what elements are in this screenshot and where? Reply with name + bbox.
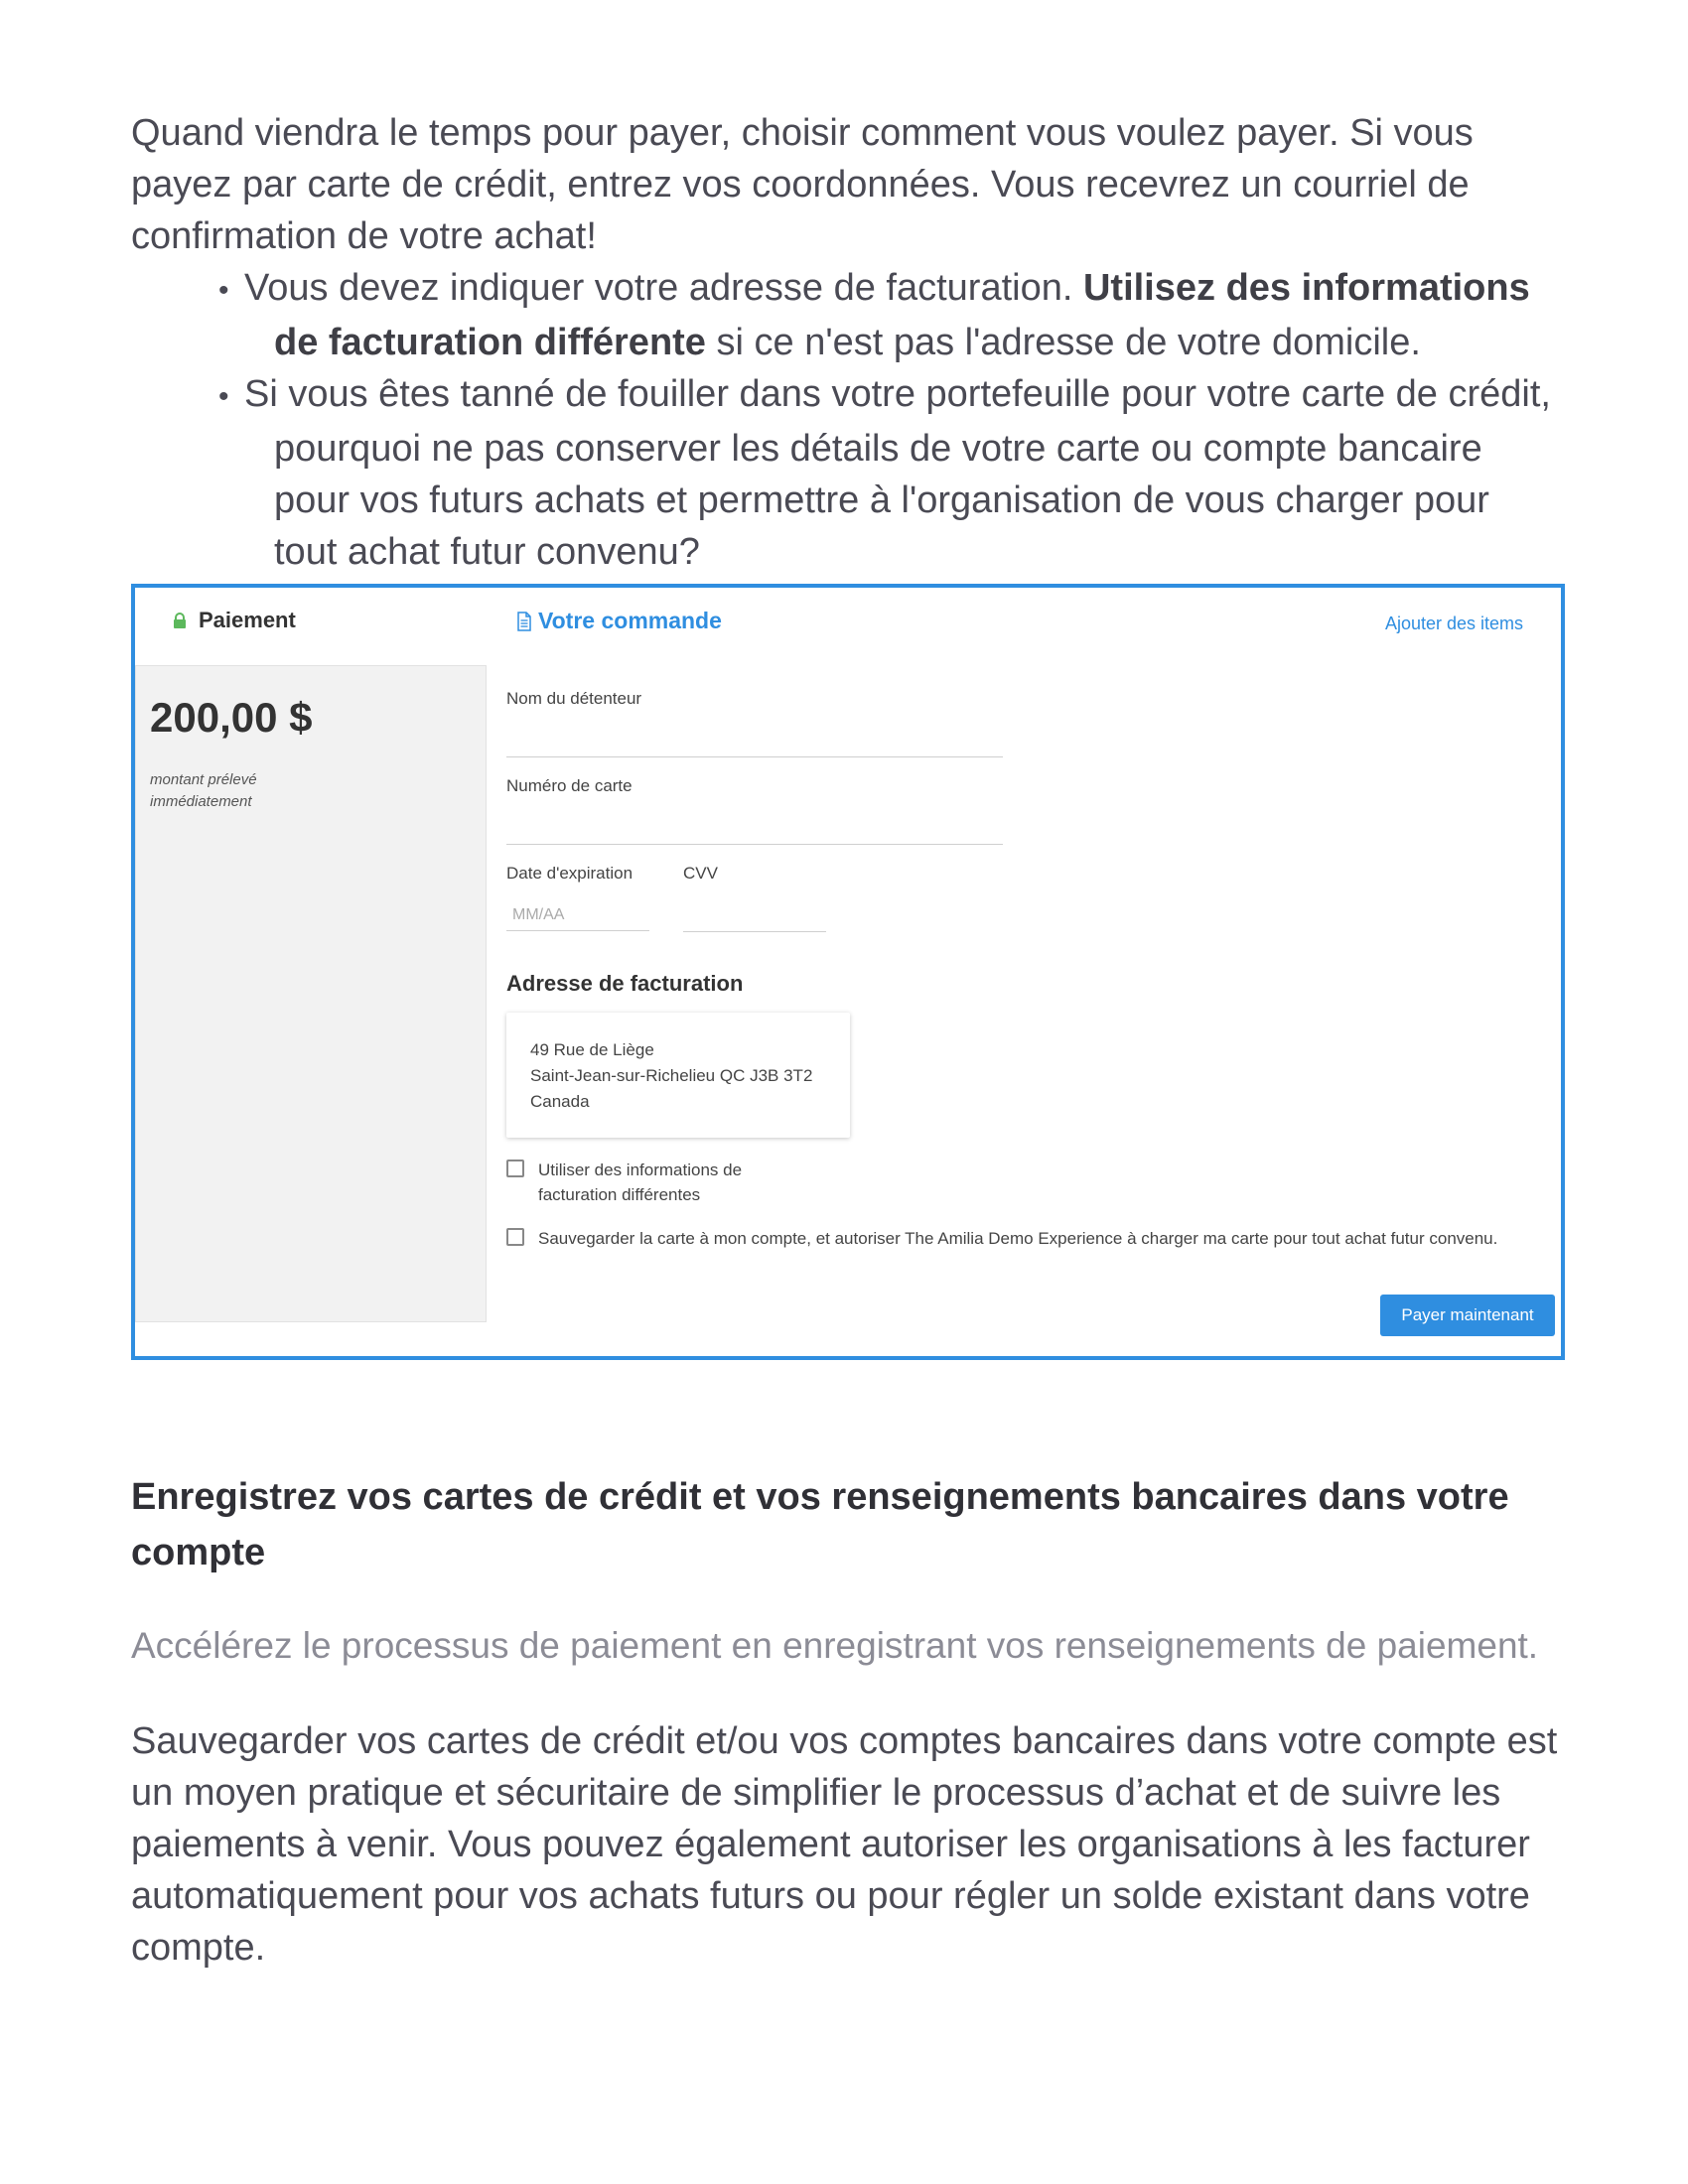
bullet-save-card [218, 368, 1561, 578]
cvv-label: CVV [683, 864, 718, 883]
bullet-text: Si vous êtes tanné de fouiller dans votre portefeuille pour votre carte de crédit, pourquoi ne pas conserver les détails de votre carte ou compte bancaire pour vos futurs achats et permettre à l'organisation de vous charger pour tout achat futur convenu? [244, 373, 1551, 573]
billing-address-title: Adresse de facturation [506, 971, 744, 996]
address-line-city: Saint-Jean-sur-Richelieu QC J3B 3T2 [530, 1066, 813, 1085]
amount-summary-panel [135, 665, 487, 1322]
bullet-text: Vous devez indiquer votre adresse de facturation. [244, 267, 1083, 309]
order-label: Votre commande [538, 608, 722, 633]
add-items-link[interactable]: Ajouter des items [1384, 614, 1523, 633]
different-billing-label[interactable]: Utiliser des informations de facturation différentes [538, 1160, 743, 1204]
different-billing-option [506, 1158, 786, 1207]
holder-name-input[interactable] [506, 756, 1003, 757]
section-title: Enregistrez vos cartes de crédit et vos renseignements bancaires dans votre compte [131, 1476, 1509, 1573]
section-body: Sauvegarder vos cartes de crédit et/ou vos comptes bancaires dans votre compte est un moyen pratique et sécuritaire de simplifier le processus d’achat et de suivre les paiements à venir. Vous pouvez également autoriser les organisations à les facturer automatiquement pour vos achats futurs ou pour régler un solde existant dans votre compte. [131, 1720, 1558, 1969]
expiry-input[interactable] [506, 899, 649, 931]
lock-icon [173, 613, 187, 628]
bullet-glyph: • [218, 274, 229, 307]
bullet-bold-text: Utilisez des informations de facturation différente [274, 267, 1530, 363]
payment-header [173, 608, 296, 633]
payment-label: Paiement [199, 608, 296, 632]
document-icon [516, 612, 532, 631]
bullet-billing-address [218, 262, 1561, 368]
cvv-input[interactable] [683, 931, 826, 932]
amount-value: 200,00 $ [150, 694, 313, 741]
card-number-input[interactable] [506, 844, 1003, 845]
document-page [131, 107, 1561, 1974]
save-card-option [506, 1226, 1531, 1251]
payment-screenshot [131, 584, 1565, 1360]
amount-note: montant prélevé immédiatement [150, 771, 257, 810]
pay-now-button[interactable]: Payer maintenant [1380, 1295, 1555, 1336]
save-card-checkbox[interactable] [506, 1228, 524, 1246]
address-line-country: Canada [530, 1092, 590, 1111]
intro-paragraph: Quand viendra le temps pour payer, choisir comment vous voulez payer. Si vous payez par carte de crédit, entrez vos coordonnées. Vous recevrez un courriel de confirmation de votre achat! [131, 112, 1474, 257]
bullet-list [131, 262, 1561, 578]
save-card-label[interactable]: Sauvegarder la carte à mon compte, et autoriser The Amilia Demo Experience à charger ma carte pour tout achat futur convenu. [538, 1229, 1498, 1248]
address-line-street: 49 Rue de Liège [530, 1040, 654, 1059]
holder-name-label: Nom du détenteur [506, 689, 642, 708]
different-billing-checkbox[interactable] [506, 1160, 524, 1177]
expiry-label: Date d'expiration [506, 864, 633, 883]
bullet-glyph: • [218, 380, 229, 413]
bullet-text: si ce n'est pas l'adresse de votre domicile. [705, 322, 1421, 363]
card-number-label: Numéro de carte [506, 776, 633, 795]
section-subtitle: Accélérez le processus de paiement en enregistrant vos renseignements de paiement. [131, 1625, 1539, 1666]
order-header[interactable] [516, 608, 722, 634]
billing-address-card [506, 1013, 850, 1138]
